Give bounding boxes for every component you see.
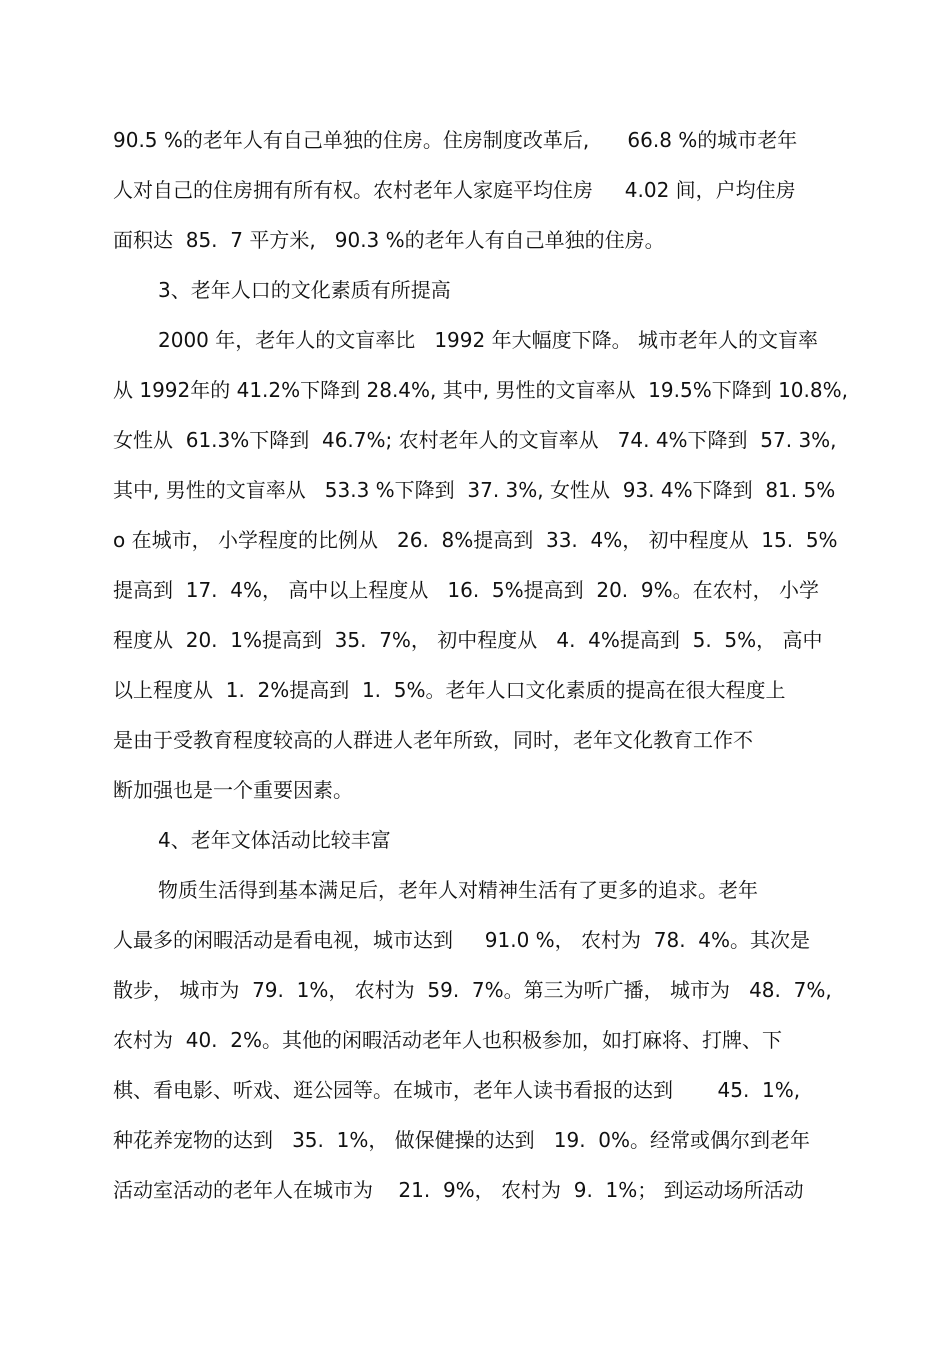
text-line: 其中, 男性的文盲率从 53.3 %下降到 37. 3%, 女性从 93. 4%下降到 81. 5% — [113, 478, 836, 502]
text-line: 提高到 17. 4%， 高中以上程度从 16. 5%提高到 20. 9%。在农村， 小学 — [113, 578, 819, 602]
text-line: 棋、看电影、听戏、逛公园等。在城市，老年人读书看报的达到 45. 1%, — [113, 1078, 801, 1102]
text-line: 人最多的闲暇活动是看电视，城市达到 91.0 %， 农村为 78. 4%。其次是 — [113, 928, 811, 952]
text-line: 是由于受教育程度较高的人群进人老年所致，同时，老年文化教育工作不 — [113, 728, 753, 752]
text-line: 从 1992年的 41.2%下降到 28.4%, 其中, 男性的文盲率从 19.5%下降到 10.8%, — [113, 378, 848, 402]
text-line: 农村为 40. 2%。其他的闲暇活动老年人也积极参加，如打麻将、打牌、下 — [113, 1028, 782, 1052]
section-heading: 3、老年人口的文化素质有所提高 — [158, 278, 451, 302]
text-line: 人对自己的住房拥有所有权。农村老年人家庭平均住房 4.02 间，户均住房 — [113, 178, 796, 202]
text-line: o 在城市， 小学程度的比例从 26. 8%提高到 33. 4%， 初中程度从 15. 5% — [113, 528, 838, 552]
text-line: 面积达 85. 7 平方米, 90.3 %的老年人有自己单独的住房。 — [113, 228, 665, 252]
text-line: 女性从 61.3%下降到 46.7%; 农村老年人的文盲率从 74. 4%下降到 57. 3%, — [113, 428, 837, 452]
text-line: 断加强也是一个重要因素。 — [113, 778, 353, 802]
section-heading: 4、老年文体活动比较丰富 — [158, 828, 391, 852]
text-line: 90.5 %的老年人有自己单独的住房。住房制度改革后, 66.8 %的城市老年 — [113, 128, 798, 152]
text-line: 种花养宠物的达到 35. 1%， 做保健操的达到 19. 0%。经常或偶尔到老年 — [113, 1128, 811, 1152]
text-line: 2000 年，老年人的文盲率比 1992 年大幅度下降。 城市老年人的文盲率 — [158, 328, 818, 352]
text-line: 以上程度从 1. 2%提高到 1. 5%。老年人口文化素质的提高在很大程度上 — [113, 678, 786, 702]
text-line: 散步， 城市为 79. 1%， 农村为 59. 7%。第三为听广播， 城市为 48. 7%, — [113, 978, 832, 1002]
text-line: 活动室活动的老年人在城市为 21. 9%， 农村为 9. 1%； 到运动场所活动 — [113, 1178, 804, 1202]
text-line: 物质生活得到基本满足后，老年人对精神生活有了更多的追求。老年 — [158, 878, 758, 902]
text-line: 程度从 20. 1%提高到 35. 7%， 初中程度从 4. 4%提高到 5. 5%， 高中 — [113, 628, 823, 652]
